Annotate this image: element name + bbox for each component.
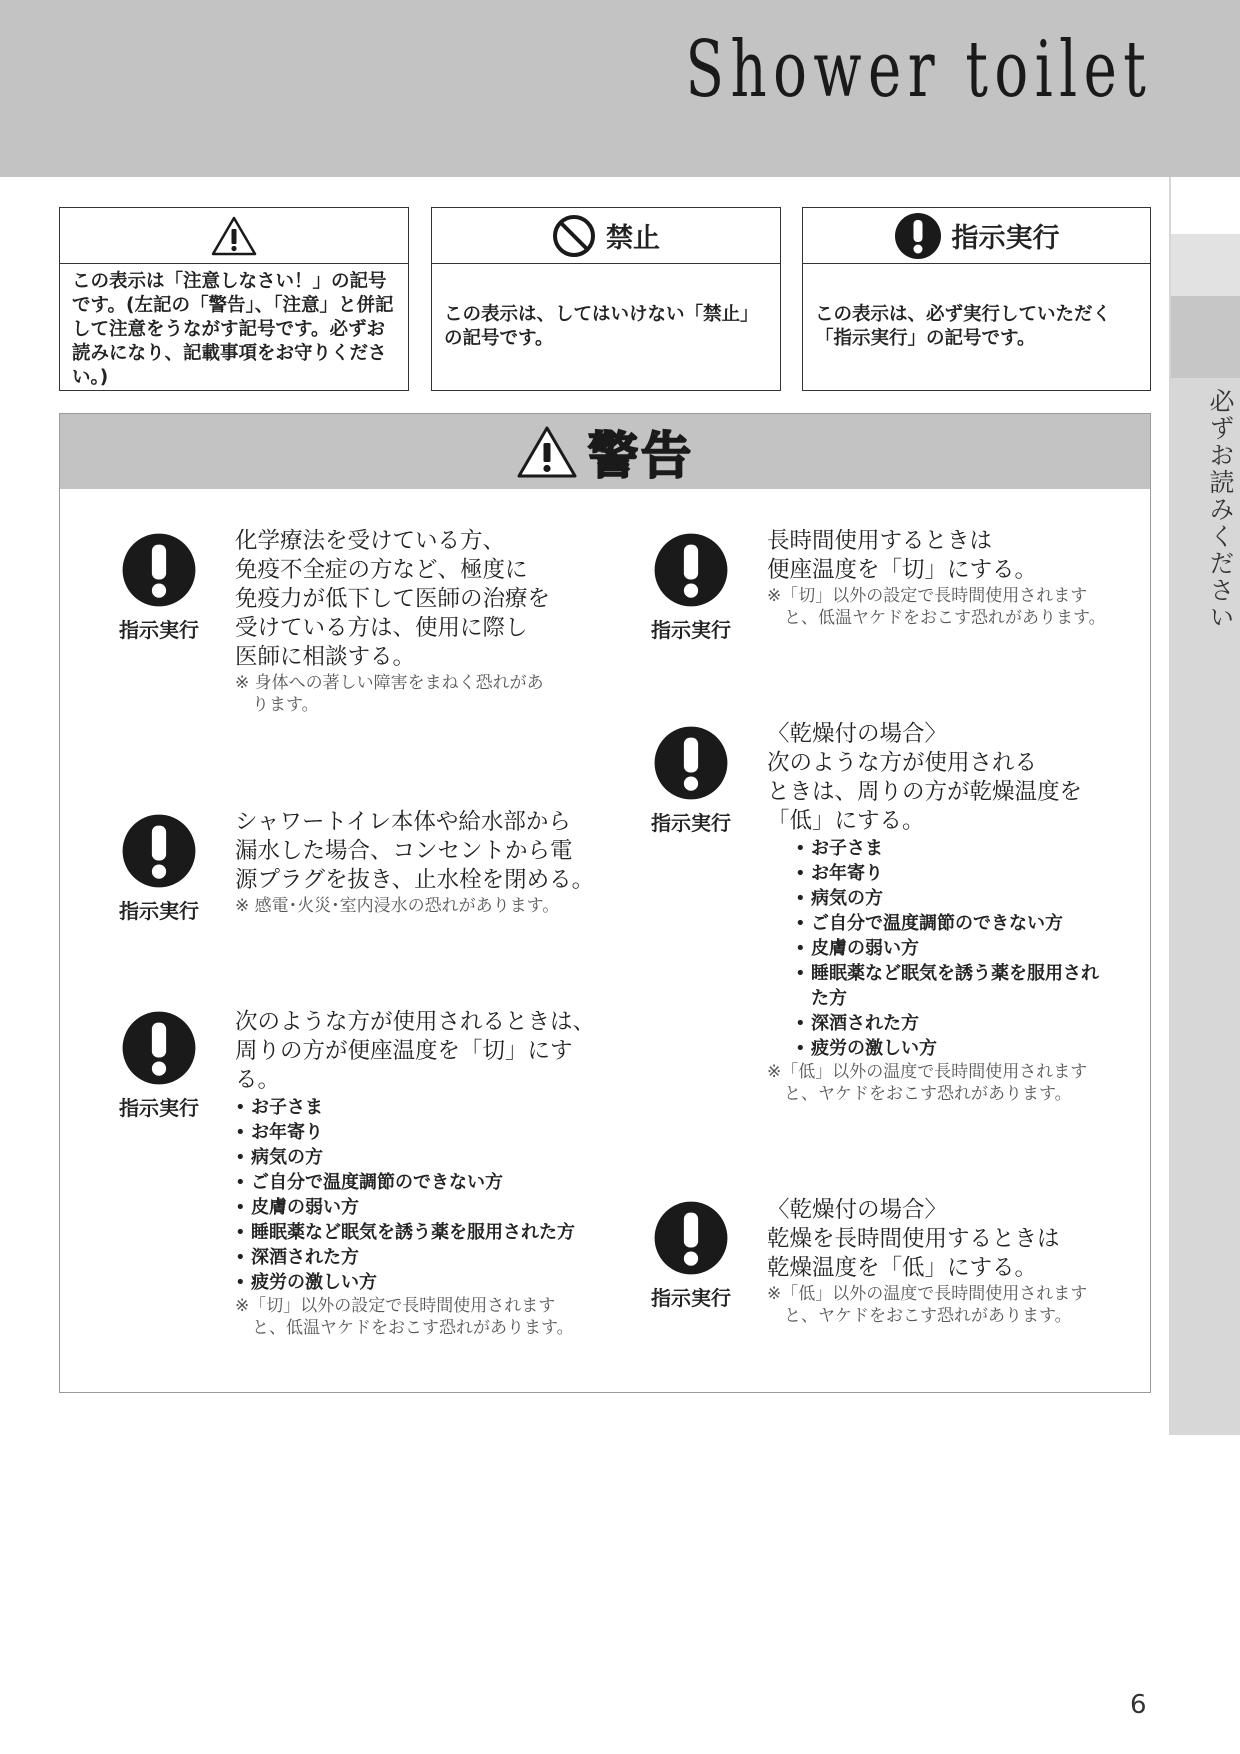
list-item: • 深酒された方 xyxy=(235,1245,615,1270)
item-5-note: ※「低」以外の温度で長時間使用されます と、ヤケドをおこす恐れがあります。 xyxy=(767,1062,1088,1104)
side-tab-label: 必ずお読みください xyxy=(1206,388,1235,631)
item-1-note: ※ 身体への著しい障害をまねく恐れがあ ります。 xyxy=(235,673,544,715)
item-5-text: 〈乾燥付の場合〉 次のような方が使用される ときは、周りの方が乾燥温度を 「低」にする。 xyxy=(767,721,1083,834)
item-6-note: ※「低」以外の温度で長時間使用されます と、ヤケドをおこす恐れがあります。 xyxy=(767,1284,1088,1326)
item-3-text: 次のような方が使用されるときは、 周りの方が便座温度を「切」にする。 xyxy=(235,1009,596,1093)
legend-mandatory-head xyxy=(803,208,1150,264)
warning-item-4 xyxy=(767,527,1139,629)
list-item: • 病気の方 xyxy=(235,1145,615,1170)
legend-caution-head xyxy=(60,208,408,264)
item-5-icon-block xyxy=(641,725,741,836)
list-item: • 睡眠薬など眠気を誘う薬を服用され た方 xyxy=(795,961,1139,1011)
legend-prohibit-head xyxy=(432,208,780,264)
list-item: • ご自分で温度調節のできない方 xyxy=(795,911,1139,936)
list-item: • 皮膚の弱い方 xyxy=(235,1195,615,1220)
list-item: • 病気の方 xyxy=(795,886,1139,911)
item-1-text: 化学療法を受けている方、 免疫不全症の方など、極度に 免疫力が低下して医師の治療を 受けている方は、使用に際し 医師に相談する。 xyxy=(235,528,551,670)
legend-caution-text: この表示は「注意しなさい！」の記号です。(左記の「警告」、「注意」と併記して注意をうながす記号です。必ずお読みになり、記載事項をお守りください。) xyxy=(72,271,394,388)
list-item: • お年寄り xyxy=(235,1120,615,1145)
legend-prohibit-box xyxy=(431,207,781,391)
mandatory-action-icon xyxy=(653,532,729,608)
warning-title: 警告 xyxy=(588,426,694,485)
list-item: • 皮膚の弱い方 xyxy=(795,936,1139,961)
item-6-icon-label: 指示実行 xyxy=(651,1286,731,1310)
item-2-icon-block xyxy=(109,813,209,924)
legend-prohibit-text: この表示は、してはいけない「禁止」の記号です。 xyxy=(444,304,759,349)
page-number: 6 xyxy=(1130,1690,1147,1720)
item-4-text: 長時間使用するときは 便座温度を「切」にする。 xyxy=(767,528,1038,583)
item-6-icon-block xyxy=(641,1200,741,1311)
legend-mandatory-text: この表示は、必ず実行していただく「指示実行」の記号です。 xyxy=(815,304,1112,349)
legend-mandatory-title: 指示実行 xyxy=(951,223,1060,254)
mandatory-action-icon xyxy=(653,725,729,801)
item-1-icon-block xyxy=(109,532,209,643)
mandatory-action-icon xyxy=(894,212,942,260)
mandatory-action-icon xyxy=(121,532,197,608)
side-rail-tab-light xyxy=(1171,234,1240,296)
list-item: • 睡眠薬など眠気を誘う薬を服用された方 xyxy=(235,1220,615,1245)
item-4-icon-label: 指示実行 xyxy=(651,618,731,642)
item-1-icon-label: 指示実行 xyxy=(119,618,199,642)
warning-item-2 xyxy=(235,808,615,917)
item-3-bullet-list xyxy=(235,1095,615,1295)
legend-mandatory-box xyxy=(802,207,1151,391)
list-item: • 疲労の激しい方 xyxy=(235,1270,615,1295)
legend-caution-box xyxy=(59,207,409,391)
item-3-icon-label: 指示実行 xyxy=(119,1096,199,1120)
warning-header xyxy=(60,414,1150,489)
warning-item-6 xyxy=(767,1196,1139,1327)
item-2-icon-label: 指示実行 xyxy=(119,899,199,923)
item-4-note: ※「切」以外の設定で長時間使用されます と、低温ヤケドをおこす恐れがあります。 xyxy=(767,586,1106,628)
item-3-icon-block xyxy=(109,1010,209,1121)
mandatory-action-icon xyxy=(653,1200,729,1276)
item-5-bullet-list xyxy=(767,836,1139,1061)
list-item: • お子さま xyxy=(235,1095,615,1120)
item-6-text: 〈乾燥付の場合〉 乾燥を長時間使用するときは 乾燥温度を「低」にする。 xyxy=(767,1197,1060,1281)
caution-triangle-icon xyxy=(211,215,257,257)
list-item: • お年寄り xyxy=(795,861,1139,886)
list-item: • 疲労の激しい方 xyxy=(795,1036,1139,1061)
side-rail-tab-dark xyxy=(1171,296,1240,378)
warning-triangle-icon xyxy=(516,424,578,480)
warning-item-5 xyxy=(767,720,1139,1105)
list-item: • 深酒された方 xyxy=(795,1011,1139,1036)
warning-item-1 xyxy=(235,527,615,716)
item-2-text: シャワートイレ本体や給水部から 漏水した場合、コンセントから電 源プラグを抜き、止水栓を閉める。 xyxy=(235,809,595,893)
item-3-note: ※「切」以外の設定で長時間使用されます と、低温ヤケドをおこす恐れがあります。 xyxy=(235,1296,574,1338)
item-4-icon-block xyxy=(641,532,741,643)
mandatory-action-icon xyxy=(121,1010,197,1086)
brand-logo: Shower toilet xyxy=(685,25,1152,115)
mandatory-action-icon xyxy=(121,813,197,889)
list-item: • ご自分で温度調節のできない方 xyxy=(235,1170,615,1195)
item-2-note: ※ 感電･火災･室内浸水の恐れがあります。 xyxy=(235,896,560,916)
warning-item-3 xyxy=(235,1008,615,1339)
list-item: • お子さま xyxy=(795,836,1139,861)
prohibit-icon xyxy=(552,214,596,258)
legend-prohibit-title: 禁止 xyxy=(606,223,660,254)
item-5-icon-label: 指示実行 xyxy=(651,811,731,835)
